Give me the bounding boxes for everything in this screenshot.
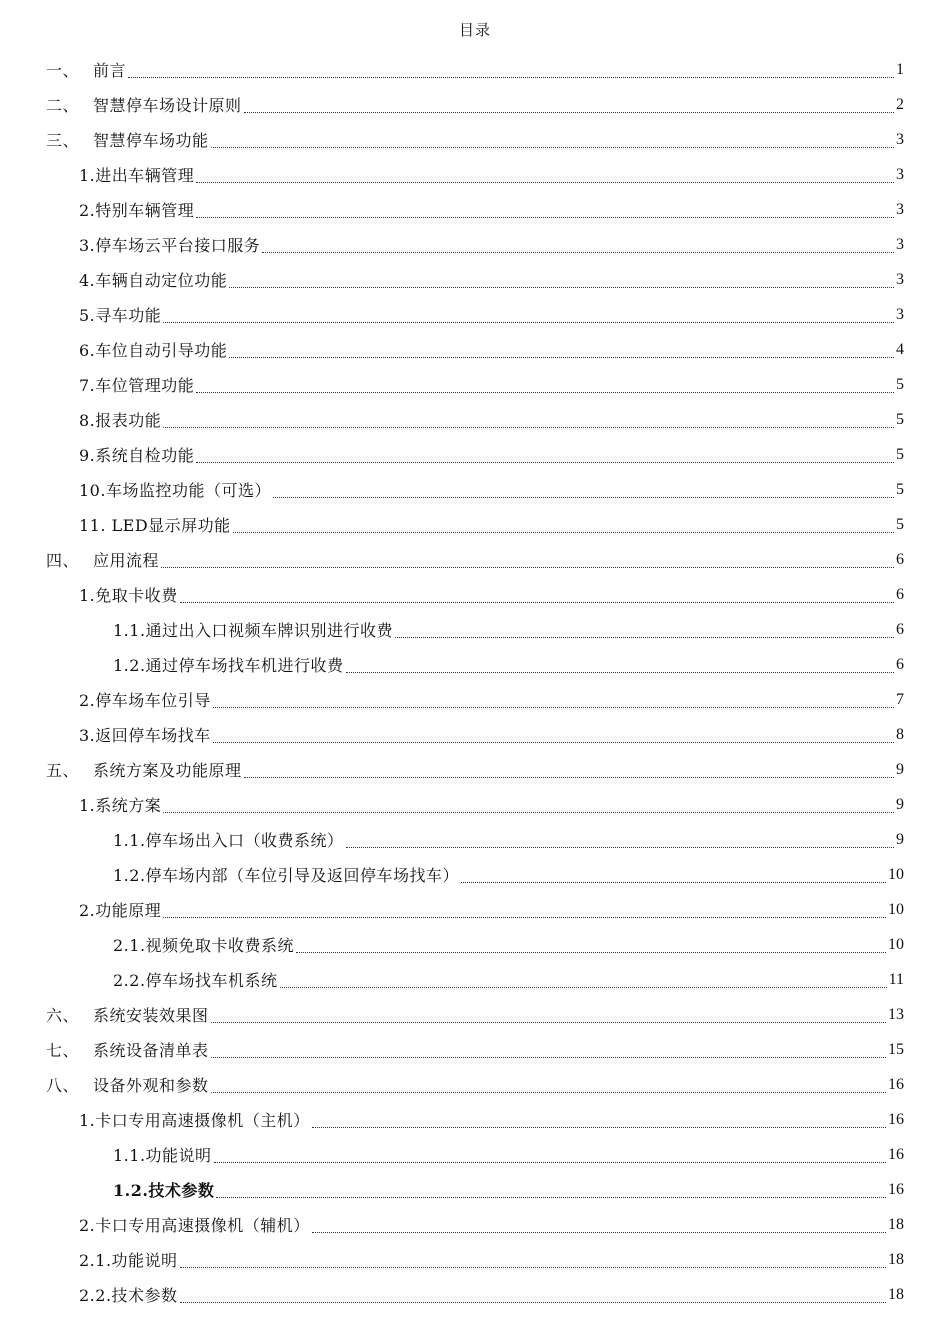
dot-leader: [312, 1231, 886, 1233]
toc-entry[interactable]: [0, 332, 950, 367]
toc-entry-text: 智慧停车场功能: [93, 131, 209, 150]
dot-leader: [196, 216, 894, 218]
toc-entry[interactable]: [0, 857, 950, 892]
toc-entry-text: 2.特别车辆管理: [79, 201, 195, 220]
toc-entry-label: [79, 443, 194, 466]
toc-entry-page-number: 3: [896, 305, 904, 323]
toc-entry-number: 七、: [46, 1041, 80, 1060]
toc-entry-label: [113, 933, 294, 956]
dot-leader: [395, 636, 894, 638]
toc-entry-page-number: 10: [888, 865, 904, 883]
dot-leader: [211, 146, 894, 148]
toc-entry-label: [79, 478, 271, 501]
toc-entry[interactable]: [0, 1137, 950, 1172]
toc-entry-label: [113, 1143, 212, 1166]
toc-entry-page-number: 6: [896, 655, 904, 673]
toc-entry[interactable]: [0, 367, 950, 402]
toc-entry-page-number: 16: [888, 1075, 904, 1093]
toc-entry-page-number: 3: [896, 270, 904, 288]
toc-entry-page-number: 5: [896, 515, 904, 533]
toc-entry-text: 应用流程: [93, 551, 160, 570]
toc-entry-label: [113, 968, 278, 991]
toc-entry-label: [46, 1073, 209, 1096]
toc-entry-label: [79, 163, 194, 186]
toc-entry[interactable]: [0, 52, 950, 87]
toc-entry[interactable]: [0, 892, 950, 927]
toc-entry-label: [46, 548, 159, 571]
toc-entry-text: 1.系统方案: [79, 796, 162, 815]
dot-leader: [214, 1161, 886, 1163]
dot-leader: [196, 461, 894, 463]
toc-entry[interactable]: [0, 752, 950, 787]
toc-entry-text: 9.系统自检功能: [79, 446, 195, 465]
toc-entry-text: 系统安装效果图: [93, 1006, 209, 1025]
toc-entry[interactable]: [0, 297, 950, 332]
toc-entry-text: 1.2.通过停车场找车机进行收费: [113, 656, 344, 675]
toc-entry-page-number: 5: [896, 445, 904, 463]
toc-entry-label: [113, 618, 393, 641]
toc-entry[interactable]: [0, 682, 950, 717]
toc-entry[interactable]: [0, 647, 950, 682]
toc-entry-text: 2.2.技术参数: [79, 1286, 178, 1305]
toc-entry-label: [79, 338, 227, 361]
dot-leader: [461, 881, 886, 883]
toc-entry-number: 一、: [46, 61, 80, 80]
dot-leader: [233, 531, 894, 533]
toc-entry[interactable]: [0, 262, 950, 297]
toc-entry-page-number: 13: [888, 1005, 904, 1023]
toc-entry-label: [79, 583, 178, 606]
table-of-contents: [0, 52, 950, 1312]
toc-entry[interactable]: [0, 787, 950, 822]
toc-entry-label: [79, 1108, 310, 1131]
dot-leader: [229, 356, 894, 358]
toc-entry-text: 11. LED显示屏功能: [79, 516, 231, 535]
dot-leader: [262, 251, 894, 253]
toc-entry-text: 4.车辆自动定位功能: [79, 271, 228, 290]
toc-entry-page-number: 3: [896, 200, 904, 218]
toc-title: 目录: [458, 21, 491, 39]
toc-entry-text: 2.1.功能说明: [79, 1251, 178, 1270]
toc-entry[interactable]: [0, 122, 950, 157]
toc-entry-text: 7.车位管理功能: [79, 376, 195, 395]
toc-entry-page-number: 11: [888, 970, 904, 988]
toc-entry[interactable]: [0, 402, 950, 437]
dot-leader: [296, 951, 886, 953]
toc-entry-text: 3.停车场云平台接口服务: [79, 236, 261, 255]
toc-entry-text: 1.卡口专用高速摄像机（主机）: [79, 1111, 310, 1130]
dot-leader: [163, 811, 894, 813]
toc-entry-page-number: 10: [888, 935, 904, 953]
toc-entry[interactable]: [0, 1207, 950, 1242]
toc-entry-text: 智慧停车场设计原则: [93, 96, 242, 115]
toc-entry-number: 八、: [46, 1076, 80, 1095]
toc-entry-text: 前言: [93, 61, 127, 80]
toc-entry-page-number: 5: [896, 410, 904, 428]
toc-entry-number: 三、: [46, 131, 80, 150]
toc-entry-label: [79, 1213, 310, 1236]
toc-entry[interactable]: [0, 227, 950, 262]
toc-entry-page-number: 3: [896, 165, 904, 183]
toc-entry[interactable]: [0, 962, 950, 997]
dot-leader: [180, 1266, 886, 1268]
toc-entry-text: 1.免取卡收费: [79, 586, 178, 605]
toc-entry-page-number: 9: [896, 830, 904, 848]
toc-entry-label: [79, 268, 227, 291]
dot-leader: [196, 391, 894, 393]
toc-entry[interactable]: [0, 1242, 950, 1277]
toc-entry-label: [79, 513, 231, 536]
toc-entry-page-number: 6: [896, 620, 904, 638]
toc-entry-page-number: 6: [896, 585, 904, 603]
toc-entry-text: 2.1.视频免取卡收费系统: [113, 936, 295, 955]
toc-entry-text: 系统设备清单表: [93, 1041, 209, 1060]
dot-leader: [346, 671, 894, 673]
toc-entry-text: 1.2.停车场内部（车位引导及返回停车场找车）: [113, 866, 460, 885]
toc-entry-page-number: 2: [896, 95, 904, 113]
toc-entry-page-number: 16: [888, 1180, 904, 1198]
toc-entry-page-number: 1: [896, 60, 904, 78]
toc-entry-label: [46, 1003, 209, 1026]
toc-entry-number: 四、: [46, 551, 80, 570]
toc-entry-page-number: 4: [896, 340, 904, 358]
toc-entry-page-number: 3: [896, 235, 904, 253]
toc-entry-number: 五、: [46, 761, 80, 780]
toc-entry-label: [79, 898, 161, 921]
toc-entry-label: [46, 58, 126, 81]
toc-entry-number: 二、: [46, 96, 80, 115]
toc-entry-label: [79, 723, 211, 746]
dot-leader: [346, 846, 894, 848]
toc-entry-text: 3.返回停车场找车: [79, 726, 211, 745]
dot-leader: [211, 1056, 886, 1058]
toc-entry-page-number: 15: [888, 1040, 904, 1058]
toc-entry-text: 5.寻车功能: [79, 306, 162, 325]
toc-entry-page-number: 8: [896, 725, 904, 743]
toc-entry-page-number: 16: [888, 1110, 904, 1128]
toc-entry-text: 设备外观和参数: [93, 1076, 209, 1095]
dot-leader: [180, 1301, 886, 1303]
toc-entry-text: 6.车位自动引导功能: [79, 341, 228, 360]
dot-leader: [229, 286, 894, 288]
toc-entry-label: [79, 1283, 178, 1306]
toc-entry-page-number: 9: [896, 760, 904, 778]
dot-leader: [244, 776, 894, 778]
dot-leader: [213, 706, 894, 708]
toc-entry[interactable]: [0, 507, 950, 542]
toc-entry-label: [79, 793, 161, 816]
toc-entry-page-number: 7: [896, 690, 904, 708]
toc-entry[interactable]: [0, 822, 950, 857]
toc-entry-text: 2.功能原理: [79, 901, 162, 920]
toc-entry-page-number: 18: [888, 1250, 904, 1268]
toc-entry-text: 1.2.技术参数: [113, 1181, 215, 1200]
dot-leader: [163, 426, 894, 428]
dot-leader: [163, 321, 894, 323]
toc-entry-page-number: 5: [896, 375, 904, 393]
toc-entry-page-number: 18: [888, 1285, 904, 1303]
toc-entry-label: [113, 1178, 214, 1201]
toc-entry[interactable]: [0, 1102, 950, 1137]
dot-leader: [244, 111, 894, 113]
toc-entry-text: 1.1.功能说明: [113, 1146, 212, 1165]
toc-entry-text: 2.2.停车场找车机系统: [113, 971, 278, 990]
dot-leader: [211, 1091, 886, 1093]
toc-entry-text: 8.报表功能: [79, 411, 162, 430]
toc-entry[interactable]: [0, 927, 950, 962]
toc-entry[interactable]: [0, 437, 950, 472]
dot-leader: [280, 986, 887, 988]
dot-leader: [312, 1126, 886, 1128]
toc-entry[interactable]: [0, 997, 950, 1032]
toc-entry-page-number: 10: [888, 900, 904, 918]
toc-entry-label: [79, 233, 260, 256]
toc-entry-label: [46, 758, 242, 781]
toc-entry[interactable]: [0, 157, 950, 192]
dot-leader: [161, 566, 894, 568]
dot-leader: [216, 1196, 886, 1198]
toc-entry-text: 1.1.停车场出入口（收费系统）: [113, 831, 344, 850]
toc-entry[interactable]: [0, 192, 950, 227]
dot-leader: [213, 741, 894, 743]
toc-entry-label: [79, 408, 161, 431]
toc-entry[interactable]: [0, 1277, 950, 1312]
toc-entry-label: [46, 128, 209, 151]
toc-entry[interactable]: [0, 1032, 950, 1067]
dot-leader: [196, 181, 894, 183]
toc-entry[interactable]: [0, 717, 950, 752]
toc-entry-page-number: 16: [888, 1145, 904, 1163]
toc-entry-text: 1.进出车辆管理: [79, 166, 195, 185]
dot-leader: [163, 916, 886, 918]
toc-entry-label: [79, 373, 194, 396]
toc-entry[interactable]: [0, 542, 950, 577]
toc-entry-label: [79, 688, 211, 711]
toc-entry-page-number: 18: [888, 1215, 904, 1233]
toc-entry-page-number: 3: [896, 130, 904, 148]
dot-leader: [273, 496, 894, 498]
toc-entry-text: 系统方案及功能原理: [93, 761, 242, 780]
toc-entry-label: [79, 198, 194, 221]
toc-entry-number: 六、: [46, 1006, 80, 1025]
toc-entry[interactable]: [0, 1067, 950, 1102]
toc-entry-label: [79, 1248, 178, 1271]
dot-leader: [180, 601, 894, 603]
toc-entry[interactable]: [0, 612, 950, 647]
toc-entry[interactable]: [0, 1172, 950, 1207]
dot-leader: [211, 1021, 886, 1023]
toc-entry-page-number: 6: [896, 550, 904, 568]
toc-entry-label: [46, 93, 242, 116]
toc-entry-page-number: 9: [896, 795, 904, 813]
toc-entry-label: [79, 303, 161, 326]
toc-entry-label: [46, 1038, 209, 1061]
toc-entry-label: [113, 863, 459, 886]
toc-entry-text: 1.1.通过出入口视频车牌识别进行收费: [113, 621, 394, 640]
toc-entry[interactable]: [0, 472, 950, 507]
toc-entry-page-number: 5: [896, 480, 904, 498]
toc-entry[interactable]: [0, 577, 950, 612]
toc-entry-label: [113, 828, 344, 851]
dot-leader: [128, 76, 894, 78]
toc-entry-label: [113, 653, 344, 676]
toc-entry[interactable]: [0, 87, 950, 122]
toc-entry-text: 2.卡口专用高速摄像机（辅机）: [79, 1216, 310, 1235]
toc-entry-text: 10.车场监控功能（可选）: [79, 481, 271, 500]
toc-entry-text: 2.停车场车位引导: [79, 691, 211, 710]
